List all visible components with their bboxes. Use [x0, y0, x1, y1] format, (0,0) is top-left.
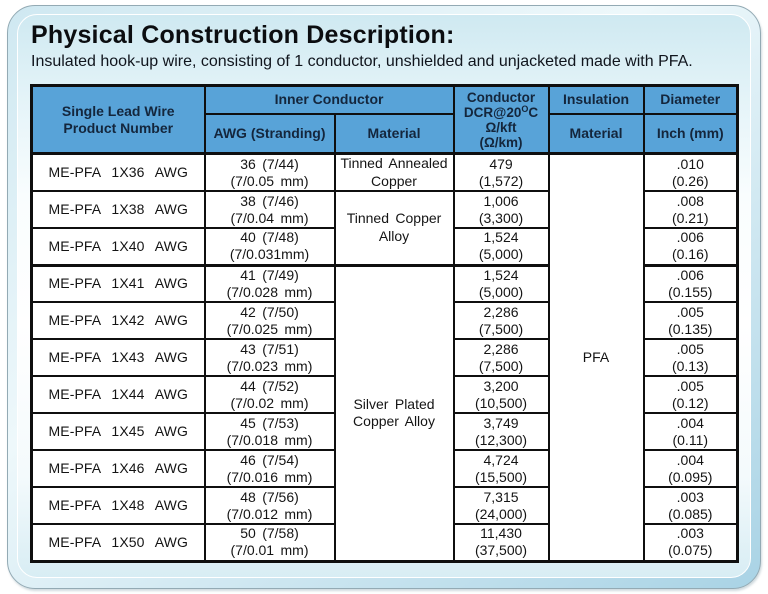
header-insulation: Insulation: [549, 86, 644, 114]
awg-cell: 41 (7/49) (7/0.028 mm): [205, 265, 335, 302]
header-product-line2: Product Number: [63, 119, 174, 136]
awg-cell: 42 (7/50) (7/0.025 mm): [205, 302, 335, 339]
dcr-header-line1: Conductor: [466, 89, 536, 105]
spec-table: [30, 84, 739, 563]
awg-cell: 46 (7/54) (7/0.016 mm): [205, 450, 335, 487]
page-title: Physical Construction Description:: [31, 21, 455, 49]
product-cell: ME-PFA 1X40 AWG: [32, 228, 205, 265]
dcr-header-line4: (Ω/km): [479, 134, 523, 150]
product-cell: ME-PFA 1X42 AWG: [32, 302, 205, 339]
awg-cell: 44 (7/52) (7/0.02 mm): [205, 376, 335, 413]
dcr-header-line2-pre: DCR@20: [463, 104, 522, 120]
awg-cell: 48 (7/56) (7/0.012 mm): [205, 487, 335, 524]
dcr-cell: 7,315 (24,000): [454, 487, 549, 524]
dcr-cell: 479 (1,572): [454, 154, 549, 192]
material-cell-silver-plated: Silver Plated Copper Alloy: [335, 265, 454, 561]
product-cell: ME-PFA 1X36 AWG: [32, 154, 205, 192]
product-cell: ME-PFA 1X41 AWG: [32, 265, 205, 302]
dcr-header-line2: [455, 105, 548, 120]
diameter-cell: .006 (0.155): [644, 265, 738, 302]
header-diameter: Diameter: [644, 86, 738, 114]
product-cell: ME-PFA 1X50 AWG: [32, 524, 205, 561]
diameter-cell: .006 (0.16): [644, 228, 738, 265]
diameter-cell: .004 (0.095): [644, 450, 738, 487]
awg-cell: 50 (7/58) (7/0.01 mm): [205, 524, 335, 561]
dcr-cell: 2,286 (7,500): [454, 302, 549, 339]
product-cell: ME-PFA 1X43 AWG: [32, 339, 205, 376]
diameter-cell: .010 (0.26): [644, 154, 738, 192]
header-product-line1: Single Lead Wire: [61, 102, 175, 119]
header-row-1: [32, 86, 738, 114]
header-awg-stranding: AWG (Stranding): [205, 114, 335, 154]
header-insulation-material: Material: [549, 114, 644, 154]
header-inch-mm: Inch (mm): [644, 114, 738, 154]
awg-cell: 43 (7/51) (7/0.023 mm): [205, 339, 335, 376]
page-subtitle: Insulated hook-up wire, consisting of 1 conductor, unshielded and unjacketed made with PFA.: [31, 53, 693, 70]
product-cell: ME-PFA 1X48 AWG: [32, 487, 205, 524]
awg-cell: 38 (7/46) (7/0.04 mm): [205, 191, 335, 228]
spec-table-header: [32, 86, 738, 154]
product-cell: ME-PFA 1X46 AWG: [32, 450, 205, 487]
dcr-cell: 1,006 (3,300): [454, 191, 549, 228]
awg-cell: 40 (7/48) (7/0.031mm): [205, 228, 335, 265]
product-cell: ME-PFA 1X44 AWG: [32, 376, 205, 413]
header-inner-conductor: Inner Conductor: [205, 86, 454, 114]
spec-sheet-panel: [7, 5, 761, 589]
spec-table-body: [32, 154, 738, 562]
header-product-number: [32, 86, 205, 154]
dcr-cell: 3,749 (12,300): [454, 413, 549, 450]
awg-cell: 36 (7/44) (7/0.05 mm): [205, 154, 335, 192]
header-material: Material: [335, 114, 454, 154]
product-cell: ME-PFA 1X45 AWG: [32, 413, 205, 450]
dcr-header-degree-sup: O: [521, 104, 529, 114]
diameter-cell: .003 (0.075): [644, 524, 738, 561]
dcr-cell: 11,430 (37,500): [454, 524, 549, 561]
dcr-header-line3: Ω/kft: [485, 119, 517, 135]
diameter-cell: .005 (0.12): [644, 376, 738, 413]
diameter-cell: .008 (0.21): [644, 191, 738, 228]
material-cell-tinned-annealed: Tinned Annealed Copper: [335, 154, 454, 192]
material-cell-tinned-alloy: Tinned Copper Alloy: [335, 191, 454, 265]
dcr-cell: 1,524 (5,000): [454, 228, 549, 265]
dcr-cell: 4,724 (15,500): [454, 450, 549, 487]
dcr-header-line2-post: C: [528, 104, 539, 120]
insulation-cell: PFA: [549, 154, 644, 562]
table-row: [32, 154, 738, 192]
product-cell: ME-PFA 1X38 AWG: [32, 191, 205, 228]
header-conductor-dcr: [454, 86, 549, 154]
spec-sheet-panel-inner: [17, 14, 751, 578]
awg-cell: 45 (7/53) (7/0.018 mm): [205, 413, 335, 450]
diameter-cell: .005 (0.13): [644, 339, 738, 376]
diameter-cell: .004 (0.11): [644, 413, 738, 450]
diameter-cell: .003 (0.085): [644, 487, 738, 524]
dcr-cell: 2,286 (7,500): [454, 339, 549, 376]
diameter-cell: .005 (0.135): [644, 302, 738, 339]
dcr-cell: 1,524 (5,000): [454, 265, 549, 302]
dcr-cell: 3,200 (10,500): [454, 376, 549, 413]
